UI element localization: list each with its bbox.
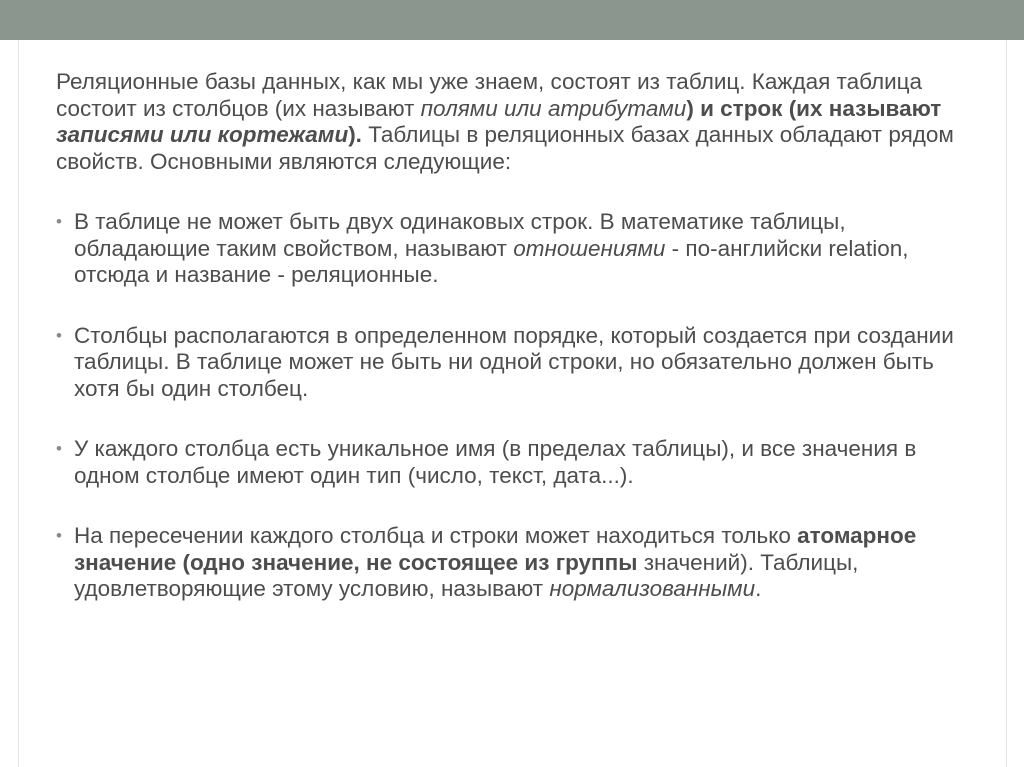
intro-paragraph [56,69,976,175]
list-item [56,523,976,603]
right-margin-rule [1006,40,1007,767]
intro-bold-close: ). [348,122,362,147]
intro-text: Реляционные базы данных, как мы уже знаем, состоят из таблиц. Каждая таблица состоит из столбцов (их называют [56,69,923,121]
list-item-italic-term: нормализованными [549,576,756,601]
list-item-italic-term: отношениями [513,235,666,261]
list-item-text-end: - по-английски relation, отсюда и название - реляционные. [74,235,909,287]
bullet-icon: • [56,439,62,458]
list-item [56,323,976,403]
bullet-icon: • [56,325,62,345]
intro-italic-term: полями или атрибутами [420,95,687,121]
list-item-text-mid: значений). Таблицы, удовлетворяющие этому условию, называют [74,549,859,601]
list-item-text: У каждого столбца есть уникальное имя (в пределах таблицы), и все значения в одном столбце имеют один тип (число, текст, дата...). [74,436,917,488]
bullet-icon: • [56,212,62,231]
list-item-text: Столбцы располагаются в определенном порядке, который создается при создании таблицы. В таблице может не быть ни одной строки, но обязательно должен быть хотя бы один столбец. [74,322,954,401]
list-item-text-end: . [755,576,762,601]
intro-bold-italic-term: записями или кортежами [56,122,349,147]
intro-text-end: Таблицы в реляционных базах данных обладают рядом свойств. Основными являются следующие: [56,122,954,174]
intro-bold-text: ) и строк (их называют [686,95,942,121]
list-item [56,209,976,289]
list-item-text: На пересечении каждого столбца и строки может находиться только [74,523,798,548]
left-margin-rule [18,40,19,767]
slide-body [56,69,976,603]
list-item-text: В таблице не может быть двух одинаковых строк. В математике таблицы, обладающие таким свойством, называют [74,209,846,261]
bullet-icon: • [56,526,62,545]
list-item [56,436,976,489]
slide-header-bar [0,0,1024,40]
property-list [56,209,976,603]
list-item-bold-term: атомарное значение (одно значение, не состоящее из группы [74,523,917,575]
